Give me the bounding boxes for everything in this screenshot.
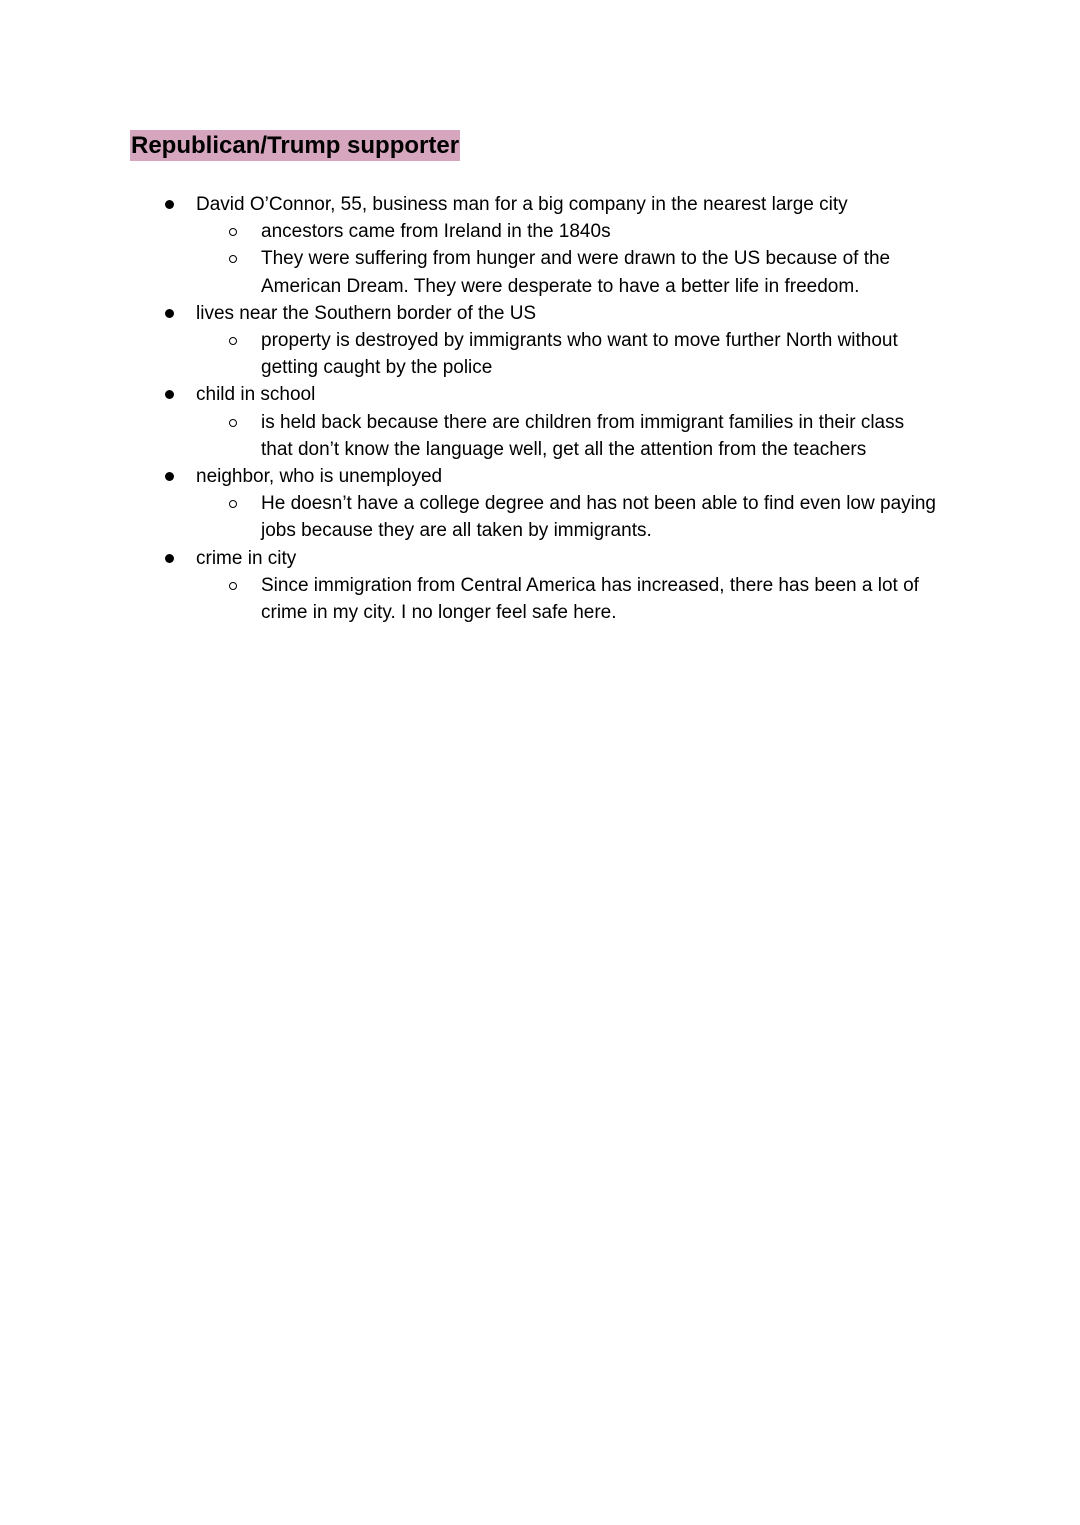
page-title: Republican/Trump supporter bbox=[131, 132, 460, 159]
list-item-text: neighbor, who is unemployed bbox=[196, 466, 443, 488]
hollow-circle-bullet-icon bbox=[229, 500, 237, 508]
list-item-text: child in school bbox=[196, 384, 316, 406]
filled-circle-bullet-icon bbox=[165, 472, 174, 481]
sub-bullet-list bbox=[0, 218, 1080, 300]
sub-list-item bbox=[0, 409, 1080, 463]
hollow-circle-bullet-icon bbox=[229, 228, 237, 236]
sub-list-item bbox=[0, 218, 1080, 245]
filled-circle-bullet-icon bbox=[165, 309, 174, 318]
filled-circle-bullet-icon bbox=[165, 554, 174, 563]
list-item-text: David O’Connor, 55, business man for a big company in the nearest large city bbox=[196, 194, 848, 215]
sub-list-item-text: Since immigration from Central America has increased, there has been a lot of crime in my city. I no longer feel safe here. bbox=[261, 574, 919, 624]
list-item bbox=[0, 545, 1080, 627]
sub-bullet-list bbox=[0, 572, 1080, 626]
list-item bbox=[0, 300, 1080, 382]
hollow-circle-bullet-icon bbox=[229, 255, 237, 263]
hollow-circle-bullet-icon bbox=[229, 337, 237, 345]
list-item bbox=[0, 381, 1080, 463]
sub-bullet-list bbox=[0, 490, 1080, 544]
list-item bbox=[0, 191, 1080, 300]
list-item-text: crime in city bbox=[196, 547, 297, 569]
sub-list-item-text: ancestors came from Ireland in the 1840s bbox=[261, 221, 611, 243]
hollow-circle-bullet-icon bbox=[229, 582, 237, 590]
sub-list-item bbox=[0, 327, 1080, 381]
sub-list-item-text: is held back because there are children from immigrant families in their class that don’t know the language well, get all the attention from the teachers bbox=[261, 411, 905, 460]
list-item-text: lives near the Southern border of the US bbox=[196, 302, 537, 324]
bullet-list bbox=[0, 191, 1080, 626]
sub-list-item bbox=[0, 572, 1080, 626]
sub-list-item bbox=[0, 490, 1080, 544]
hollow-circle-bullet-icon bbox=[229, 419, 237, 427]
sub-list-item-text: He doesn’t have a college degree and has not been able to find even low paying jobs because they are all taken by immigrants. bbox=[261, 493, 936, 542]
sub-list-item bbox=[0, 245, 1080, 299]
sub-bullet-list bbox=[0, 327, 1080, 381]
filled-circle-bullet-icon bbox=[165, 390, 174, 399]
sub-list-item-text: They were suffering from hunger and were drawn to the US because of the American Dream. They were desperate to have a better life in freedom. bbox=[261, 248, 891, 297]
sub-list-item-text: property is destroyed by immigrants who want to move further North without getting caught by the police bbox=[261, 330, 898, 379]
sub-bullet-list bbox=[0, 409, 1080, 463]
list-item bbox=[0, 463, 1080, 545]
filled-circle-bullet-icon bbox=[165, 200, 174, 209]
